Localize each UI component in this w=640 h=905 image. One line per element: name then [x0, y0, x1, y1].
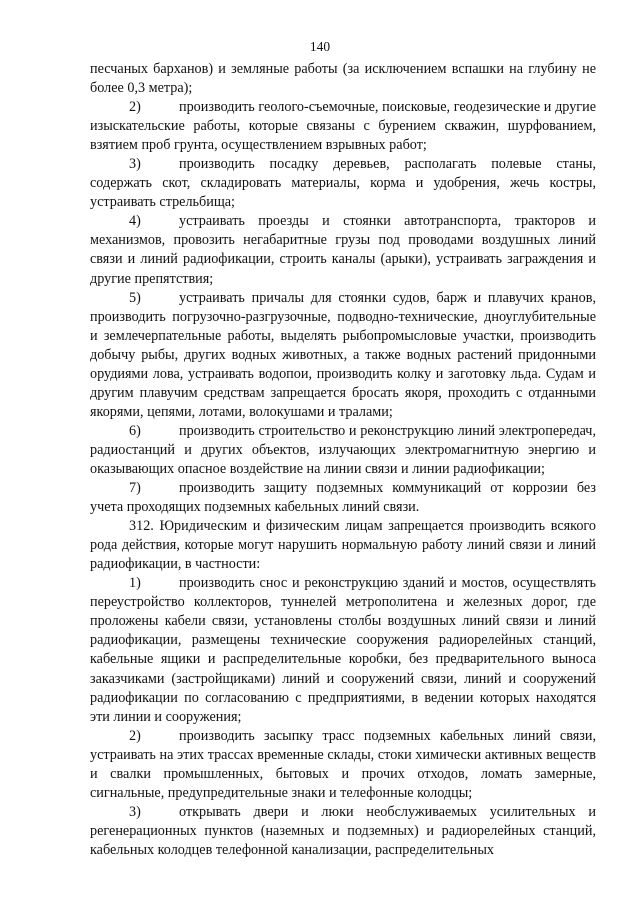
list-item-text: производить засыпку трасс подземных кабельных линий связи, устраивать на этих трассах временные склады, стоки химически активных веществ и свалки промышленных, бытовых и прочих отходов, ломать замерные, сигнальные, предупредительные знаки и телефонные колодцы;	[90, 727, 596, 801]
list-item-text: производить геолого-съемочные, поисковые, геодезические и другие изыскательские работы, которые связаны с бурением скважин, шурфованием, взятием проб грунта, осуществлением взрывных работ;	[90, 99, 596, 154]
list-number: 5)	[129, 289, 141, 306]
page-number: 140	[309, 39, 331, 54]
list-item	[90, 574, 596, 726]
list-item-text: производить защиту подземных коммуникаций от коррозии без учета проходящих подземных кабельных линий связи.	[90, 480, 596, 516]
paragraph-continuation	[90, 60, 596, 98]
list-item	[90, 727, 596, 803]
list-item	[90, 479, 596, 517]
list-item	[90, 212, 596, 288]
list-number: 1)	[129, 575, 141, 592]
paragraph-text: 312. Юридическим и физическим лицам запрещается производить всякого рода действия, которые могут нарушить нормальную работу линий связи и линий радиофикации, в частности:	[90, 518, 596, 573]
list-number: 2)	[129, 727, 141, 744]
list-item	[90, 98, 596, 155]
list-item-text: производить строительство и реконструкцию линий электропередач, радиостанций и других объектов, излучающих электромагнитную энергию и оказывающих опасное воздействие на линии связи и линии радиофикации;	[90, 422, 596, 477]
list-item-text: производить посадку деревьев, располагать полевые станы, содержать скот, складировать материалы, корма и удобрения, жечь костры, устраивать стрельбища;	[90, 156, 596, 211]
list-item	[90, 155, 596, 212]
list-number: 4)	[129, 213, 141, 230]
list-item-text: производить снос и реконструкцию зданий и мостов, осуществлять переустройство коллекторов, туннелей метрополитена и железных дорог, где проложены кабели связи, установлены столбы воздушных линий связи и линий радиофикации, размещены технические сооружения радиорелейных станций, кабельные ящики и распределительные коробки, без предварительного выноса заказчиками (застройщиками) линий и сооружений связи, линий и сооружений радиофикации по согласованию с предприятиями, в ведении которых находятся эти линии и сооружения;	[90, 575, 596, 725]
document-body	[90, 60, 596, 860]
list-number: 2)	[129, 99, 141, 116]
list-item	[90, 422, 596, 479]
paragraph-text: песчаных барханов) и земляные работы (за исключением вспашки на глубину не более 0,3 метра);	[90, 61, 596, 97]
section-paragraph	[90, 517, 596, 574]
list-number: 7)	[129, 480, 141, 497]
list-number: 6)	[129, 422, 141, 439]
list-item-text: устраивать проезды и стоянки автотранспорта, тракторов и механизмов, провозить негабаритные грузы под проводами воздушных линий связи и линий радиофикации, строить каналы (арыки), устраивать заграждения и другие препятствия;	[90, 213, 596, 287]
list-item	[90, 803, 596, 860]
list-item-text: устраивать причалы для стоянки судов, барж и плавучих кранов, производить погрузочно-разгрузочные, подводно-технические, дноуглубительные и землечерпательные работы, выделять рыбопромысловые участки, производить добычу рыбы, других водных животных, а также водных растений придонными орудиями лова, устраивать водопои, производить колку и заготовку льда. Судам и другим плавучим средствам запрещается бросать якоря, проходить с отданными якорями, цепями, лотами, волокушами и тралами;	[90, 289, 596, 420]
list-item-text: открывать двери и люки необслуживаемых усилительных и регенерационных пунктов (наземных и подземных) и радиорелейных станций, кабельных колодцев телефонной канализации, распределительных	[90, 803, 596, 858]
list-number: 3)	[129, 156, 141, 173]
list-item	[90, 289, 596, 422]
list-number: 3)	[129, 803, 141, 820]
